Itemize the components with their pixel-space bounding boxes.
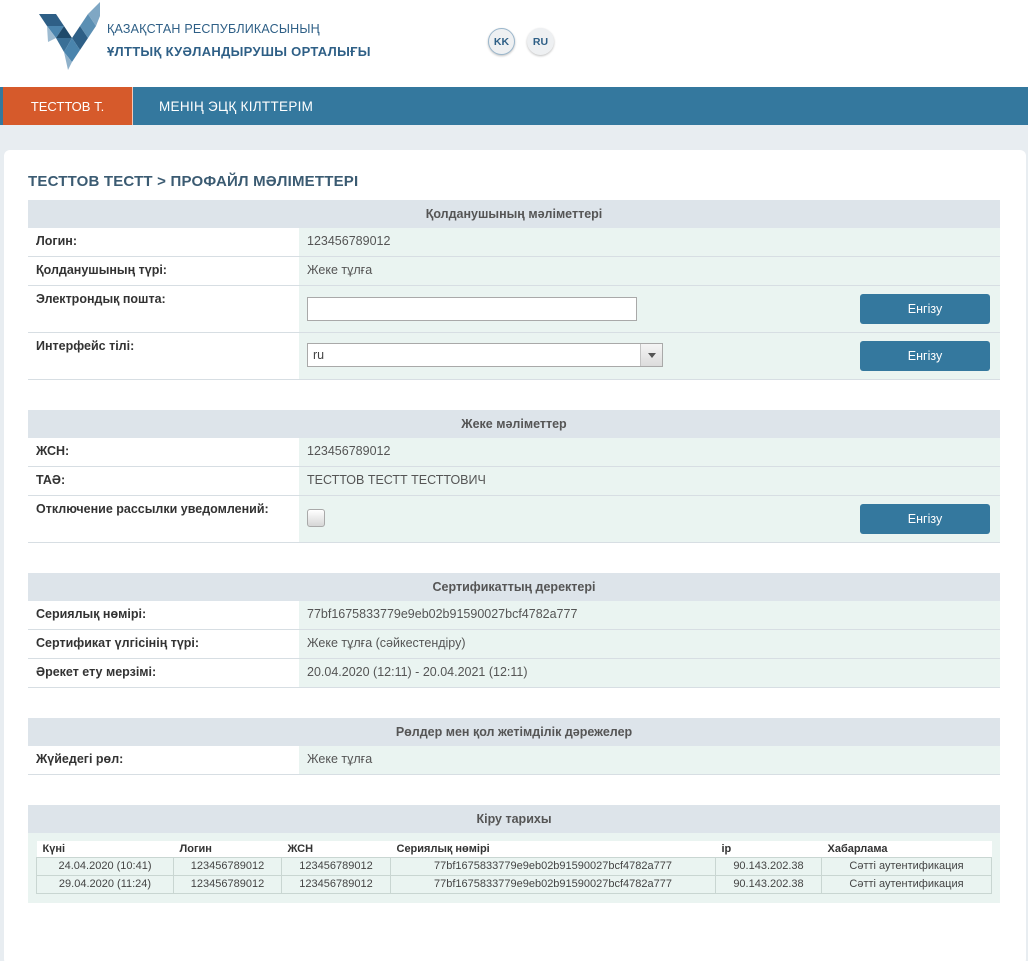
section-user-info-header: Қолданушының мәліметтері (28, 200, 1000, 228)
role-value: Жеке тұлға (299, 746, 1000, 774)
cert-type-label: Сертификат үлгісінің түрі: (28, 630, 299, 658)
row-notify (28, 496, 1000, 543)
history-serial: 77bf1675833779e9eb02b91590027bcf4782a777 (391, 875, 716, 893)
login-label: Логин: (28, 228, 299, 256)
col-login: Логин (174, 841, 282, 857)
notify-label: Отключение рассылки уведомлений: (28, 496, 299, 542)
row-validity (28, 659, 1000, 688)
history-header-row (37, 841, 992, 857)
history-date: 29.04.2020 (11:24) (37, 875, 174, 893)
history-login: 123456789012 (174, 875, 282, 893)
col-date: Күні (37, 841, 174, 857)
page-title: ТЕСТТОВ ТЕСТТ > ПРОФАЙЛ МӘЛІМЕТТЕРІ (28, 173, 359, 190)
validity-label: Әрекет ету мерзімі: (28, 659, 299, 687)
history-box (28, 833, 1000, 903)
row-role (28, 746, 1000, 775)
section-certificate-header: Сертификаттың деректері (28, 573, 1000, 601)
history-ip: 90.143.202.38 (716, 875, 822, 893)
row-cert-type (28, 630, 1000, 659)
notify-checkbox[interactable] (307, 509, 325, 527)
org-name-line2: ҰЛТТЫҚ КУӘЛАНДЫРУШЫ ОРТАЛЫҒЫ (107, 44, 371, 59)
org-name-line1: ҚАЗАҚСТАН РЕСПУБЛИКАСЫНЫҢ (107, 22, 320, 36)
email-cell (299, 286, 1000, 332)
table-row (37, 875, 992, 893)
interface-lang-label: Интерфейс тілі: (28, 333, 299, 379)
row-serial (28, 601, 1000, 630)
user-type-label: Қолданушының түрі: (28, 257, 299, 285)
site-header (0, 0, 1028, 87)
section-personal-header: Жеке мәліметтер (28, 410, 1000, 438)
iin-value: 123456789012 (299, 438, 1000, 466)
table-row (37, 857, 992, 875)
nav-user-tab[interactable]: ТЕСТТОВ Т. (3, 87, 133, 125)
interface-lang-select[interactable] (307, 343, 663, 367)
lang-ru-button[interactable]: RU (527, 28, 554, 55)
email-save-button[interactable]: Енгізу (860, 294, 990, 324)
cert-type-value: Жеке тұлға (сәйкестендіру) (299, 630, 1000, 658)
lang-save-button[interactable]: Енгізу (860, 341, 990, 371)
history-serial: 77bf1675833779e9eb02b91590027bcf4782a777 (391, 857, 716, 875)
role-label: Жүйедегі рөл: (28, 746, 299, 774)
row-interface-lang (28, 333, 1000, 380)
email-label: Электрондық пошта: (28, 286, 299, 332)
full-name-label: ТАӘ: (28, 467, 299, 495)
user-type-value: Жеке тұлға (299, 257, 1000, 285)
row-iin (28, 438, 1000, 467)
lang-kk-button[interactable]: KK (488, 28, 515, 55)
section-history-header: Кіру тарихы (28, 805, 1000, 833)
notify-cell (299, 496, 1000, 542)
login-value: 123456789012 (299, 228, 1000, 256)
ncanode-logo-icon[interactable] (34, 2, 104, 72)
history-iin: 123456789012 (282, 857, 391, 875)
row-user-type (28, 257, 1000, 286)
nav-my-keys-tab[interactable]: МЕНІҢ ЭЦҚ КІЛТТЕРІМ (159, 98, 314, 114)
row-full-name (28, 467, 1000, 496)
full-name-value: ТЕСТТОВ ТЕСТТ ТЕСТТОВИЧ (299, 467, 1000, 495)
iin-label: ЖСН: (28, 438, 299, 466)
row-login (28, 228, 1000, 257)
history-ip: 90.143.202.38 (716, 857, 822, 875)
col-serial: Сериялық нөмірі (391, 841, 716, 857)
serial-label: Сериялық нөмірі: (28, 601, 299, 629)
col-message: Хабарлама (822, 841, 992, 857)
interface-lang-cell (299, 333, 1000, 379)
interface-lang-selected: ru (313, 348, 325, 362)
col-ip: ip (716, 841, 822, 857)
history-message: Сәтті аутентификация (822, 875, 992, 893)
history-date: 24.04.2020 (10:41) (37, 857, 174, 875)
history-login: 123456789012 (174, 857, 282, 875)
main-nav (0, 87, 1028, 125)
history-table (36, 841, 992, 894)
serial-value: 77bf1675833779e9eb02b91590027bcf4782a777 (299, 601, 1000, 629)
section-roles-header: Рөлдер мен қол жетімділік дәрежелер (28, 718, 1000, 746)
validity-value: 20.04.2020 (12:11) - 20.04.2021 (12:11) (299, 659, 1000, 687)
row-email (28, 286, 1000, 333)
history-iin: 123456789012 (282, 875, 391, 893)
chevron-down-icon[interactable] (640, 344, 662, 366)
notify-save-button[interactable]: Енгізу (860, 504, 990, 534)
history-message: Сәтті аутентификация (822, 857, 992, 875)
col-iin: ЖСН (282, 841, 391, 857)
email-input[interactable] (307, 297, 637, 321)
